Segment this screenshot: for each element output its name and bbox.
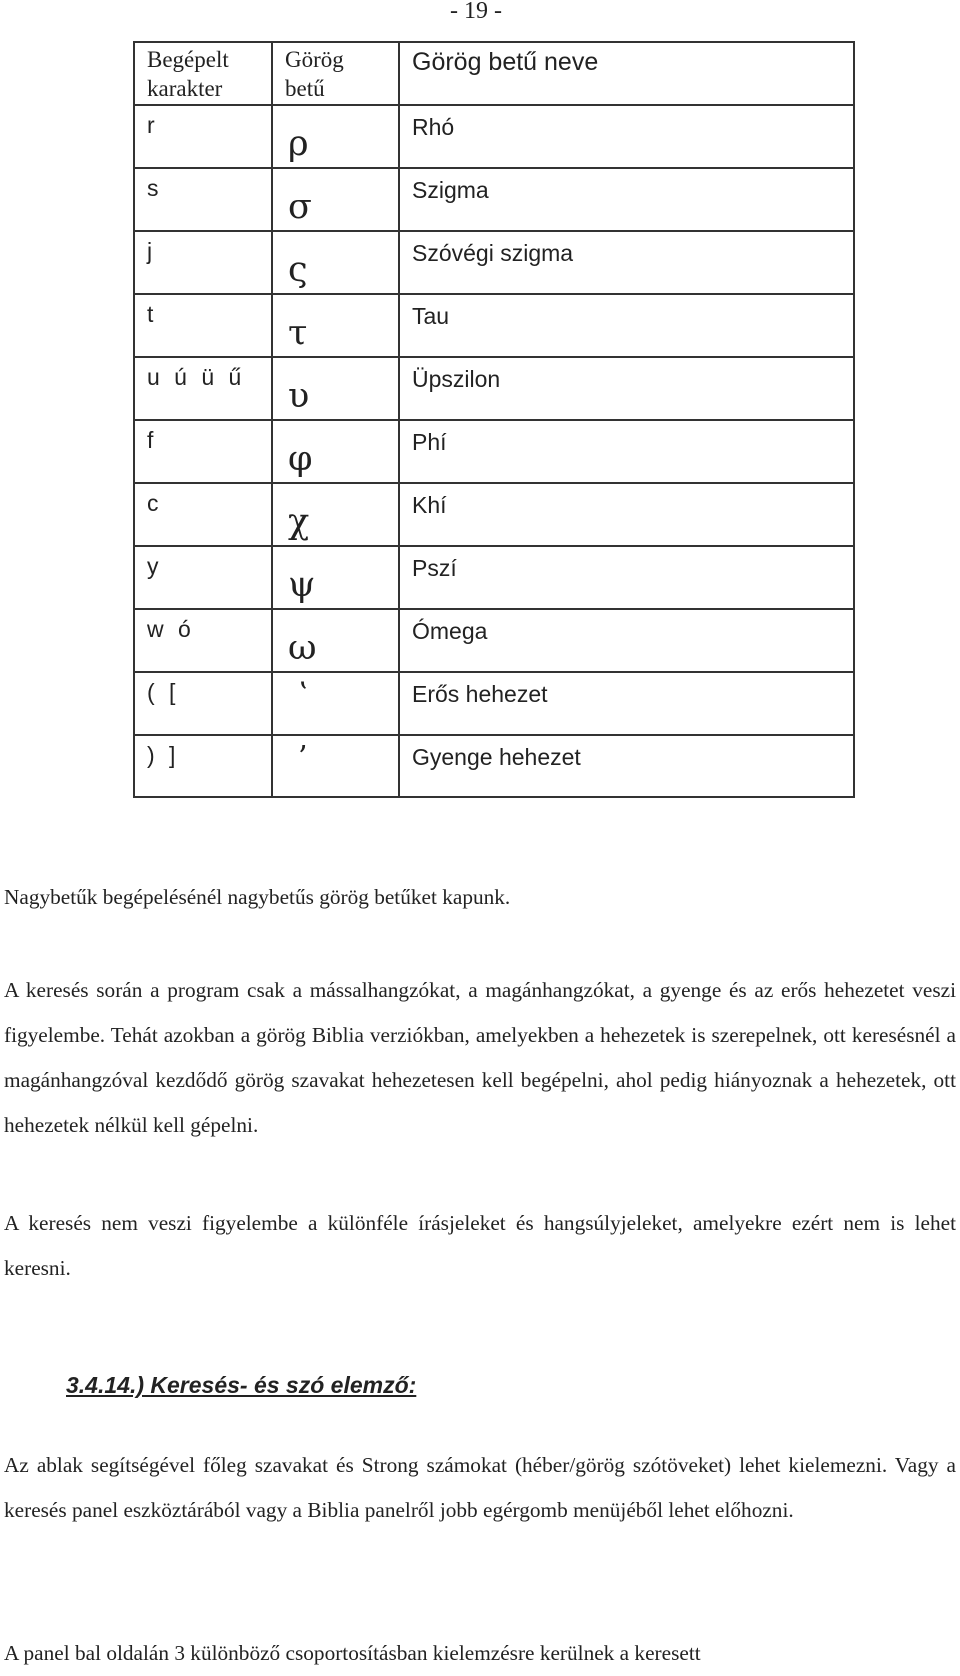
greek-letter-cell: σ [272, 168, 399, 231]
table-row [134, 672, 854, 735]
table-row [134, 483, 854, 546]
greek-letter-cell: ς [272, 231, 399, 294]
greek-letter-cell: χ [272, 483, 399, 546]
letter-name-cell: Gyenge hehezet [399, 735, 854, 797]
letter-name-cell: Üpszilon [399, 357, 854, 420]
header-greek-line1: Görög [285, 47, 344, 72]
typed-char-cell: t [134, 294, 272, 357]
greek-letter-cell: ψ [272, 546, 399, 609]
letter-name-cell: Rhó [399, 105, 854, 168]
letter-name-cell: Szóvégi szigma [399, 231, 854, 294]
table-header-row [134, 42, 854, 105]
typed-char-cell: j [134, 231, 272, 294]
table-row [134, 231, 854, 294]
letter-name-cell: Szigma [399, 168, 854, 231]
table-row [134, 294, 854, 357]
typed-char-cell: ( [ [134, 672, 272, 735]
letter-name-cell: Ómega [399, 609, 854, 672]
typed-char-cell: u ú ü ű [134, 357, 272, 420]
paragraph-analyzer-intro: Az ablak segítségével főleg szavakat és Strong számokat (héber/görög szótöveket) lehet kielemezni. Vagy a keresés panel eszköztárából vagy a Biblia panelről jobb egérgomb menüjéből lehet előhozni. [4, 1453, 956, 1522]
table-row [134, 168, 854, 231]
typed-char-cell: y [134, 546, 272, 609]
header-typed-line2: karakter [147, 76, 223, 101]
typed-char-cell: ) ] [134, 735, 272, 797]
greek-letter-cell: τ [272, 294, 399, 357]
greek-letter-cell: ’ [272, 735, 399, 797]
header-letter-name: Görög betű neve [399, 42, 854, 105]
header-greek-line2: betű [285, 76, 325, 101]
header-greek-letter [272, 42, 399, 105]
greek-letter-cell: ω [272, 609, 399, 672]
typed-char-cell: f [134, 420, 272, 483]
table-row [134, 420, 854, 483]
paragraph-panel-left: A panel bal oldalán 3 különböző csoportosításban kielemzésre kerülnek a keresett [4, 1641, 701, 1665]
header-typed-character [134, 42, 272, 105]
letter-name-cell: Pszí [399, 546, 854, 609]
letter-name-cell: Khí [399, 483, 854, 546]
letter-name-cell: Tau [399, 294, 854, 357]
typed-char-cell: w ó [134, 609, 272, 672]
greek-letter-cell: υ [272, 357, 399, 420]
header-typed-line1: Begépelt [147, 47, 229, 72]
table-row [134, 546, 854, 609]
greek-letter-cell: ʽ [272, 672, 399, 735]
greek-letter-cell: φ [272, 420, 399, 483]
letter-name-cell: Erős hehezet [399, 672, 854, 735]
greek-letter-cell: ρ [272, 105, 399, 168]
letter-name-cell: Phí [399, 420, 854, 483]
section-heading: 3.4.14.) Keresés- és szó elemző: [66, 1372, 417, 1398]
page-number: - 19 - [450, 0, 502, 24]
paragraph-uppercase-note: Nagybetűk begépelésénél nagybetűs görög betűket kapunk. [4, 885, 511, 909]
typed-char-cell: s [134, 168, 272, 231]
table-row [134, 105, 854, 168]
table-row [134, 357, 854, 420]
paragraph-punctuation-note: A keresés nem veszi figyelembe a különféle írásjeleket és hangsúlyjeleket, amelyekre ezért nem is lehet keresni. [4, 1211, 956, 1280]
typed-char-cell: r [134, 105, 272, 168]
greek-letter-table [133, 41, 855, 798]
typed-char-cell: c [134, 483, 272, 546]
paragraph-search-rules: A keresés során a program csak a mássalhangzókat, a magánhangzókat, a gyenge és az erős hehezetet veszi figyelembe. Tehát azokban a görög Biblia verziókban, amelyekben a hehezetek is szerepelnek, ott keresésnél a magánhangzóval kezdődő görög szavakat hehezetesen kell begépelni, ahol pedig hiányoznak a hehezetek, ott hehezetek nélkül kell gépelni. [4, 978, 956, 1137]
table-row [134, 735, 854, 797]
table-row [134, 609, 854, 672]
